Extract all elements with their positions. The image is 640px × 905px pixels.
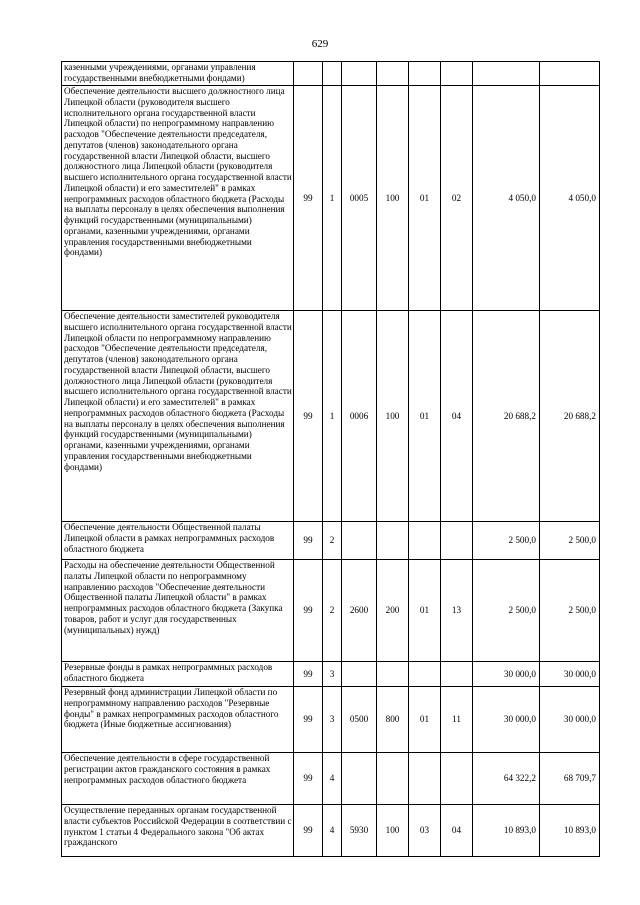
row-amount-1: 4 050,0 — [473, 86, 540, 311]
row-code-subsection: 02 — [441, 86, 473, 311]
row-code-program: 99 — [294, 753, 323, 805]
row-code-program: 99 — [294, 86, 323, 311]
row-name: Резервный фонд администрации Липецкой области по непрограммному направлению расходов "Резервные фонды" в рамках непрограммных расходов областного бюджета (Иные бюджетные ассигнования) — [62, 687, 294, 753]
row-code-direction: 0005 — [342, 86, 377, 311]
row-amount-1: 64 322,2 — [473, 753, 540, 805]
row-code-section: 01 — [409, 560, 441, 662]
row-code-expense-type — [377, 522, 409, 560]
row-code-direction: 0500 — [342, 687, 377, 753]
row-amount-2: 30 000,0 — [540, 687, 600, 753]
row-code-direction: 0006 — [342, 311, 377, 522]
table-row — [62, 805, 600, 857]
table-row — [62, 560, 600, 662]
row-amount-1 — [473, 62, 540, 86]
row-name: Обеспечение деятельности заместителей руководителя высшего исполнительного органа государственной власти Липецкой области по непрограммному направлению расходов "Обеспечение деятельности председателя, депутатов (членов) законодательного органа государственной власти Липецкой области, высшего должностного лица Липецкой области (руководителя высшего исполнительного органа государственной власти Липецкой области) и его заместителей" в рамках непрограммных расходов областного бюджета (Расходы на выплаты персоналу в целях обеспечения выполнения функций государственными (муниципальными) органами, казенными учреждениями, органами управления государственными внебюджетными фондами) — [62, 311, 294, 522]
row-code-subprogram: 4 — [323, 805, 342, 857]
row-code-program — [294, 62, 323, 86]
row-code-section: 01 — [409, 311, 441, 522]
row-amount-2: 10 893,0 — [540, 805, 600, 857]
row-code-direction: 5930 — [342, 805, 377, 857]
row-code-program: 99 — [294, 662, 323, 687]
row-name: Осуществление переданных органам государственной власти субъектов Российской Федерации в соответствии с пунктом 1 статьи 4 Федерального закона "Об актах гражданского — [62, 805, 294, 857]
row-amount-1: 30 000,0 — [473, 687, 540, 753]
row-name: Расходы на обеспечение деятельности Общественной палаты Липецкой области по непрограммному направлению расходов "Обеспечение деятельности Общественной палаты Липецкой области" в рамках непрограммных расходов областного бюджета (Закупка товаров, работ и услуг для государственных (муниципальных) нужд) — [62, 560, 294, 662]
row-amount-1: 10 893,0 — [473, 805, 540, 857]
row-amount-1: 30 000,0 — [473, 662, 540, 687]
row-code-expense-type — [377, 753, 409, 805]
row-code-direction — [342, 753, 377, 805]
row-code-section — [409, 62, 441, 86]
row-amount-1: 2 500,0 — [473, 560, 540, 662]
row-amount-2: 4 050,0 — [540, 86, 600, 311]
row-code-section: 03 — [409, 805, 441, 857]
table-row — [62, 662, 600, 687]
row-code-subprogram: 2 — [323, 560, 342, 662]
row-code-expense-type: 200 — [377, 560, 409, 662]
row-code-subprogram: 4 — [323, 753, 342, 805]
row-amount-2: 68 709,7 — [540, 753, 600, 805]
table-row — [62, 86, 600, 311]
row-code-program: 99 — [294, 805, 323, 857]
row-amount-1: 2 500,0 — [473, 522, 540, 560]
row-code-subprogram — [323, 62, 342, 86]
row-code-section: 01 — [409, 687, 441, 753]
row-code-subprogram: 2 — [323, 522, 342, 560]
row-code-program: 99 — [294, 522, 323, 560]
row-amount-2: 2 500,0 — [540, 522, 600, 560]
row-name: казенными учреждениями, органами управления государственными внебюджетными фондами) — [62, 62, 294, 86]
table-row — [62, 687, 600, 753]
row-code-direction — [342, 662, 377, 687]
row-amount-1: 20 688,2 — [473, 311, 540, 522]
row-amount-2: 20 688,2 — [540, 311, 600, 522]
row-code-section — [409, 753, 441, 805]
row-code-subsection — [441, 62, 473, 86]
row-code-program: 99 — [294, 687, 323, 753]
row-code-section — [409, 662, 441, 687]
row-code-subprogram: 3 — [323, 687, 342, 753]
row-name: Обеспечение деятельности Общественной палаты Липецкой области в рамках непрограммных расходов областного бюджета — [62, 522, 294, 560]
table-row — [62, 522, 600, 560]
row-code-expense-type — [377, 662, 409, 687]
row-code-direction — [342, 62, 377, 86]
row-code-direction — [342, 522, 377, 560]
table-row — [62, 753, 600, 805]
table-row — [62, 311, 600, 522]
row-code-subsection: 04 — [441, 311, 473, 522]
row-code-subsection: 13 — [441, 560, 473, 662]
row-amount-2: 30 000,0 — [540, 662, 600, 687]
row-code-expense-type: 100 — [377, 805, 409, 857]
row-code-subsection — [441, 753, 473, 805]
page-number: 629 — [311, 38, 329, 50]
row-code-subsection: 04 — [441, 805, 473, 857]
row-code-expense-type: 100 — [377, 311, 409, 522]
table-row — [62, 62, 600, 86]
row-code-expense-type: 100 — [377, 86, 409, 311]
row-name: Обеспечение деятельности в сфере государственной регистрации актов гражданского состояния в рамках непрограммных расходов областного бюджета — [62, 753, 294, 805]
row-code-subprogram: 3 — [323, 662, 342, 687]
row-code-expense-type — [377, 62, 409, 86]
row-name: Резервные фонды в рамках непрограммных расходов областного бюджета — [62, 662, 294, 687]
row-code-subprogram: 1 — [323, 311, 342, 522]
row-name: Обеспечение деятельности высшего должностного лица Липецкой области (руководителя высшего исполнительного органа государственной власти Липецкой области) по непрограммному направлению расходов "Обеспечение деятельности председателя, депутатов (членов) законодательного органа государственной власти Липецкой области, высшего должностного лица Липецкой области (руководителя высшего исполнительного органа государственной власти Липецкой области) и его заместителей" в рамках непрограммных расходов областного бюджета (Расходы на выплаты персоналу в целях обеспечения выполнения функций государственными (муниципальными) органами, казенными учреждениями, органами управления государственными внебюджетными фондами) — [62, 86, 294, 311]
row-code-program: 99 — [294, 311, 323, 522]
table-body — [62, 62, 600, 857]
budget-table — [61, 61, 600, 857]
row-code-subsection — [441, 522, 473, 560]
row-code-section: 01 — [409, 86, 441, 311]
row-code-section — [409, 522, 441, 560]
row-code-program: 99 — [294, 560, 323, 662]
row-code-direction: 2600 — [342, 560, 377, 662]
row-code-subsection — [441, 662, 473, 687]
row-code-subprogram: 1 — [323, 86, 342, 311]
row-amount-2: 2 500,0 — [540, 560, 600, 662]
row-amount-2 — [540, 62, 600, 86]
row-code-subsection: 11 — [441, 687, 473, 753]
row-code-expense-type: 800 — [377, 687, 409, 753]
